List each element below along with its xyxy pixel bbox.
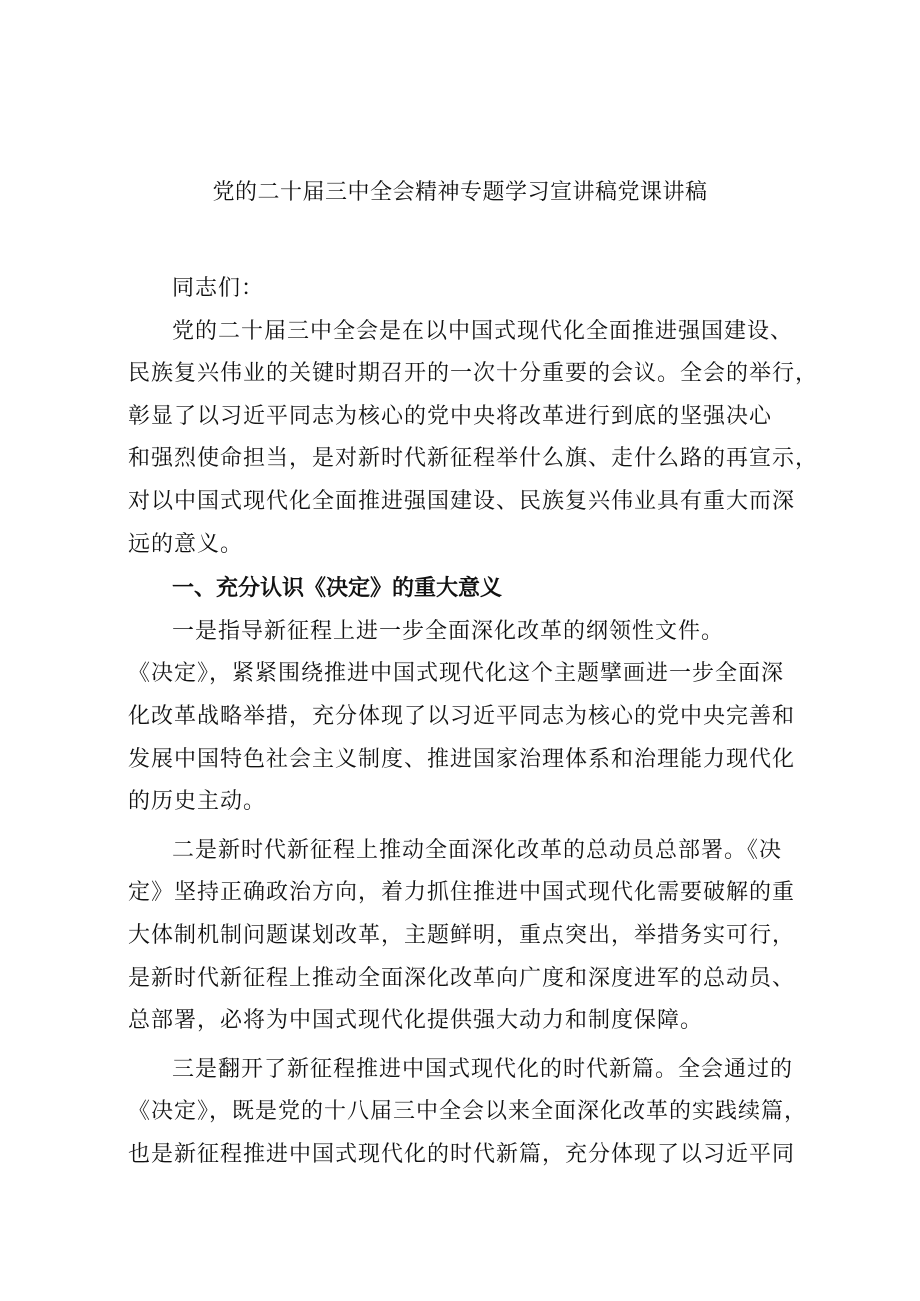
- paragraph-line: 定》坚持正确政治方向，着力抓住推进中国式现代化需要破解的重: [128, 880, 796, 906]
- paragraph-line: 大体制机制问题谋划改革，主题鲜明，重点突出，举措务实可行，: [128, 922, 796, 948]
- document-title: 党的二十届三中全会精神专题学习宣讲稿党课讲稿: [212, 180, 708, 205]
- paragraph-line: 党的二十届三中全会是在以中国式现代化全面推进强国建设、: [172, 318, 794, 344]
- document-body: [128, 268, 819, 1176]
- salutation: [128, 268, 804, 311]
- paragraph-line: 彰显了以习近平同志为核心的党中央将改革进行到底的坚强决心: [128, 403, 773, 429]
- paragraph-line: 《决定》，紧紧围绕推进中国式现代化这个主题擘画进一步全面深: [128, 661, 785, 687]
- paragraph-line: 三是翻开了新征程推进中国式现代化的时代新篇。全会通过的: [172, 1056, 794, 1082]
- paragraph-line: 也是新征程推进中国式现代化的时代新篇，充分体现了以习近平同: [128, 1141, 796, 1167]
- paragraph-line: 发展中国特色社会主义制度、推进国家治理体系和治理能力现代化: [128, 746, 796, 772]
- point-two-paragraph: [128, 830, 804, 1043]
- intro-paragraph: [128, 311, 819, 567]
- paragraph-line: 总部署，必将为中国式现代化提供强大动力和制度保障。: [128, 1008, 704, 1034]
- paragraph-line: 远的意义。: [128, 531, 244, 557]
- paragraph-line: 是新时代新征程上推动全面深化改革向广度和深度进军的总动员、: [128, 965, 796, 991]
- salutation-text: 同志们：: [172, 276, 265, 301]
- paragraph-line: 化改革战略举措，充分体现了以习近平同志为核心的党中央完善和: [128, 703, 796, 729]
- section-heading: 一、充分认识《决定》的重大意义: [172, 576, 503, 602]
- paragraph-line: 对以中国式现代化全面推进强国建设、民族复兴伟业具有重大而深: [128, 488, 796, 514]
- point-one-paragraph: [128, 611, 804, 824]
- paragraph-line: 的历史主动。: [128, 789, 267, 815]
- paragraph-line: 一是指导新征程上进一步全面深化改革的纲领性文件。: [172, 618, 725, 644]
- paragraph-line: 民族复兴伟业的关键时期召开的一次十分重要的会议。全会的举行，: [128, 361, 819, 387]
- paragraph-line: 和强烈使命担当，是对新时代新征程举什么旗、走什么路的再宣示，: [128, 446, 819, 472]
- paragraph-line: 二是新时代新征程上推动全面深化改革的总动员总部署。《决: [172, 837, 783, 863]
- point-three-paragraph: [128, 1049, 808, 1177]
- paragraph-line: 《决定》，既是党的十八届三中全会以来全面深化改革的实践续篇，: [128, 1099, 808, 1125]
